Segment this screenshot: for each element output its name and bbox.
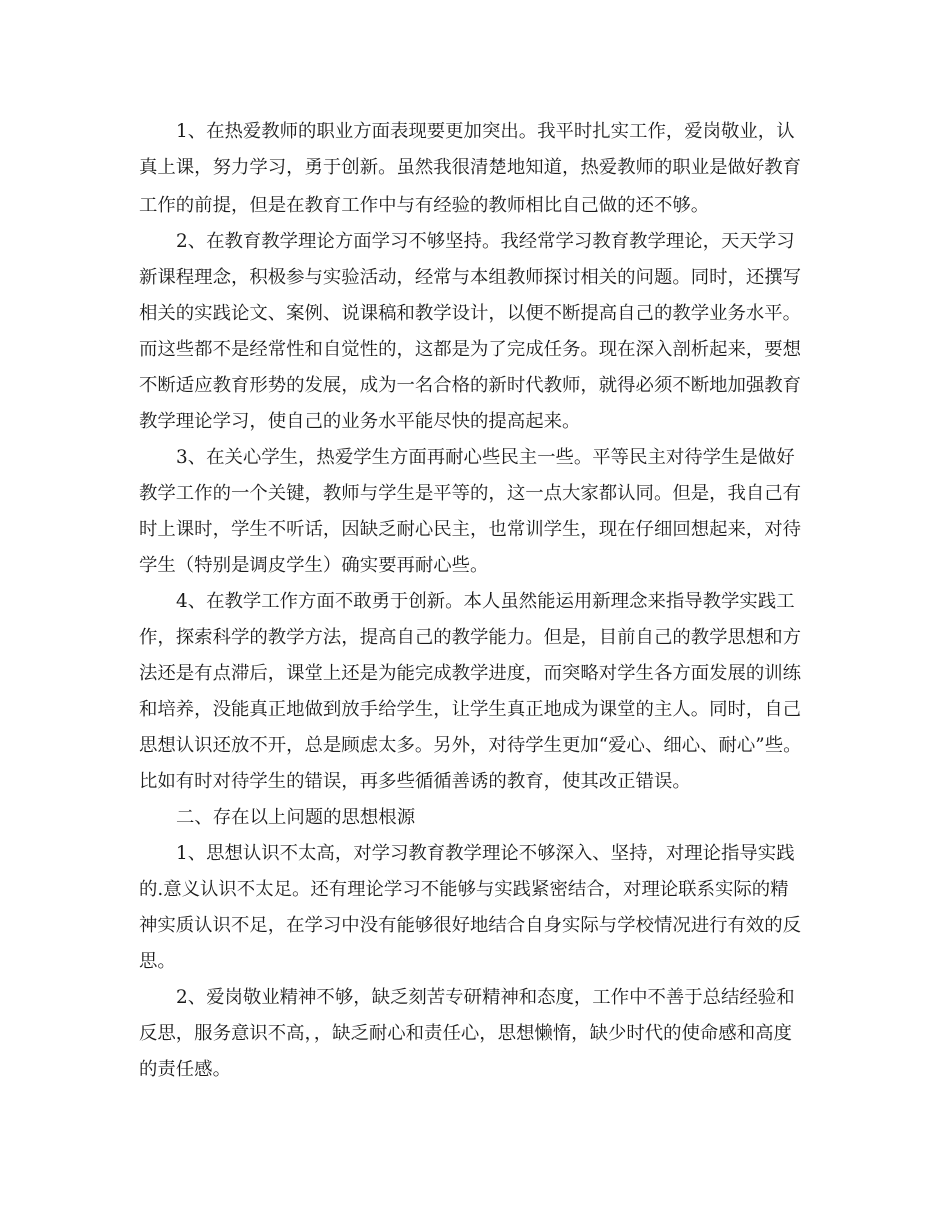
text-line: 学生（特别是调皮学生）确实要再耐心些。 [139,555,489,576]
text-line: 反思，服务意识不高，，缺乏耐心和责任心，思想懒惰，缺少时代的使命感和高度 [139,1023,792,1044]
text-line: 2、爱岗敬业精神不够，缺乏刻苦专研精神和态度，工作中不善于总结经验和 [176,987,795,1008]
text-line: 1、在热爱教师的职业方面表现要更加突出。我平时扎实工作，爱岗敬业，认 [176,121,795,142]
section-heading: 二、存在以上问题的思想根源 [176,807,416,828]
text-line: 神实质认识不足，在学习中没有能够很好地结合自身实际与学校情况进行有效的反 [139,915,802,936]
text-line: 教学理论学习，使自己的业务水平能尽快的提高起来。 [139,411,581,432]
text-line: 而这些都不是经常性和自觉性的，这都是为了完成任务。现在深入剖析起来，要想 [139,339,802,360]
text-line: 作，探索科学的教学方法，提高自己的教学能力。但是，目前自己的教学思想和方 [139,627,802,648]
text-line: 4、在教学工作方面不敢勇于创新。本人虽然能运用新理念来指导教学实践工 [176,591,795,612]
text-line: 思。 [139,951,176,972]
text-line: 相关的实践论文、案例、说课稿和教学设计，以便不断提高自己的教学业务水平。 [139,303,802,324]
text-line: 工作的前提，但是在教育工作中与有经验的教师相比自己做的还不够。 [139,195,710,216]
text-line: 的责任感。 [139,1059,231,1080]
text-line: 法还是有点滞后，课堂上还是为能完成教学进度，而突略对学生各方面发展的训练 [139,663,802,684]
text-line: 1、思想认识不太高，对学习教育教学理论不够深入、坚持，对理论指导实践 [176,843,795,864]
text-line: 新课程理念，积极参与实验活动，经常与本组教师探讨相关的问题。同时，还撰写 [139,267,802,288]
text-line: 教学工作的一个关键，教师与学生是平等的，这一点大家都认同。但是，我自己有 [139,483,802,504]
text-line: 真上课，努力学习，勇于创新。虽然我很清楚地知道，热爱教师的职业是做好教育 [139,157,802,178]
text-line: 不断适应教育形势的发展，成为一名合格的新时代教师，就得必须不断地加强教育 [139,375,802,396]
text-line: 思想认识还放不开，总是顾虑太多。另外，对待学生更加“爱心、细心、耐心”些。 [139,735,802,756]
text-line: 时上课时，学生不听话，因缺乏耐心民主，也常训学生，现在仔细回想起来，对待 [139,519,802,540]
text-line: 2、在教育教学理论方面学习不够坚持。我经常学习教育教学理论，天天学习 [176,231,795,252]
text-line: 的.意义认识不太足。还有理论学习不能够与实践紧密结合，对理论联系实际的精 [139,879,789,900]
text-line: 比如有时对待学生的错误，再多些循循善诱的教育，使其改正错误。 [139,771,691,792]
text-line: 3、在关心学生，热爱学生方面再耐心些民主一些。平等民主对待学生是做好 [176,447,795,468]
text-line: 和培养，没能真正地做到放手给学生，让学生真正地成为课堂的主人。同时，自己 [139,699,802,720]
